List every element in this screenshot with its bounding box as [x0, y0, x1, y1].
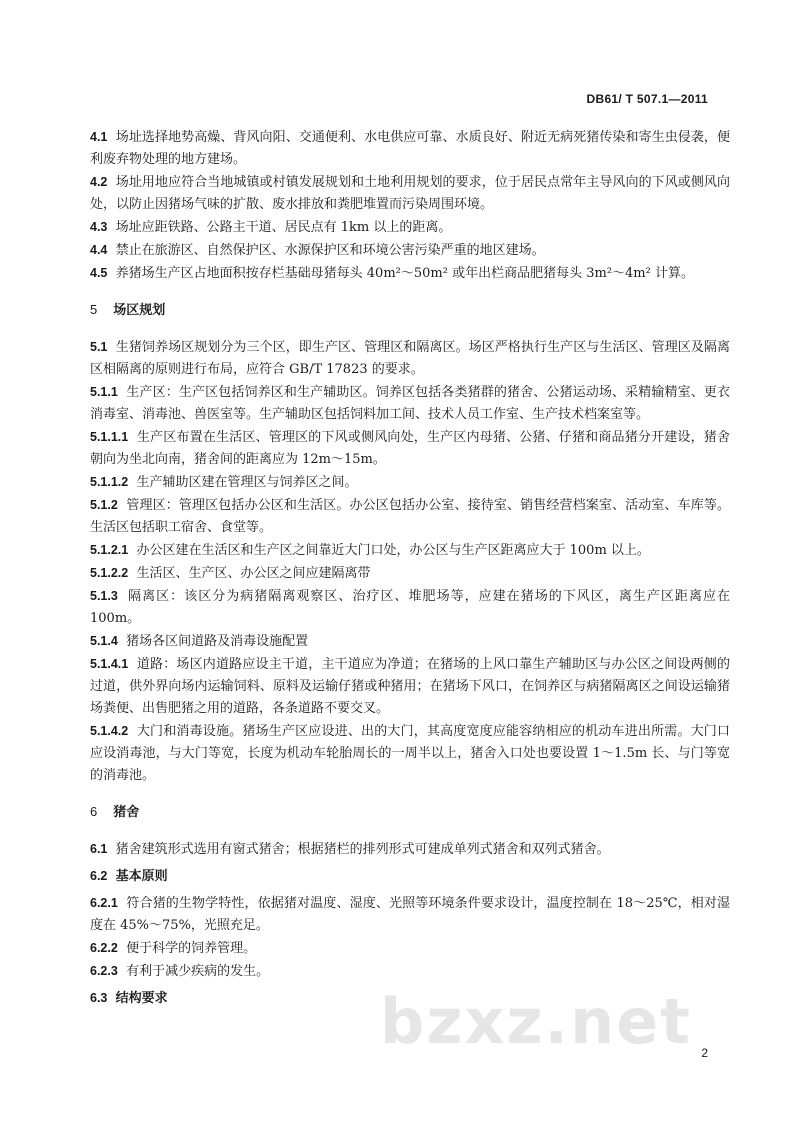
page-number: 2	[701, 1046, 708, 1060]
section-heading-5	[90, 299, 730, 322]
clause-5-1-1-2	[90, 471, 730, 494]
clause-number: 4.3	[90, 220, 108, 234]
standard-code: DB61/ T 507.1—2011	[586, 92, 708, 106]
clause-text: 道路：场区内道路应设主干道，主干道应为净道；在猪场的上风口靠生产辅助区与办公区之间设两侧的过道，供外界向场内运输饲料、原料及运输仔猪或种猪用；在猪场下风口，在饲养区与病猪隔离区之间设运输猪场粪便、出售肥猪之用的道路，各条道路不要交叉。	[90, 657, 730, 716]
clause-text: 生活区、生产区、办公区之间应建隔离带	[136, 566, 371, 581]
clause-4-5	[90, 262, 730, 285]
clause-number: 6.2.3	[90, 964, 118, 978]
clause-text: 猪场各区间道路及消毒设施配置	[126, 634, 309, 649]
clause-text: 便于科学的饲养管理。	[126, 941, 257, 956]
clause-5-1	[90, 336, 730, 381]
clause-6-2-3	[90, 960, 730, 983]
clause-text: 管理区：管理区包括办公区和生活区。办公区包括办公室、接待室、销售经营档案室、活动室、车库等。生活区包括职工宿舍、食堂等。	[90, 498, 730, 535]
clause-text: 办公区建在生活区和生产区之间靠近大门口处，办公区与生产区距离应大于 100m 以上。	[136, 543, 650, 558]
clause-number: 5.1.2	[90, 498, 118, 512]
clause-4-4	[90, 239, 730, 262]
clause-6-2-2	[90, 937, 730, 960]
clause-text: 场址用地应符合当地城镇或村镇发展规划和土地利用规划的要求，位于居民点常年主导风向的下风或侧风向处，以防止因猪场气味的扩散、废水排放和粪肥堆置而污染周围环境。	[90, 175, 730, 212]
clause-number: 4.2	[90, 175, 108, 189]
subheading-title: 基本原则	[115, 869, 168, 884]
clause-text: 符合猪的生物学特性，依据猪对温度、湿度、光照等环境条件要求设计，温度控制在 18～25℃，相对湿度在 45%～75%，光照充足。	[90, 896, 730, 933]
clause-5-1-4	[90, 630, 730, 653]
section-title: 场区规划	[113, 303, 166, 318]
clause-number: 6.3	[90, 991, 108, 1005]
section-number: 5	[90, 302, 98, 317]
clause-number: 5.1.1	[90, 385, 118, 399]
clause-text: 大门和消毒设施。猪场生产区应设进、出的大门，其高度宽度应能容纳相应的机动车进出所需。大门口应设消毒池，与大门等宽，长度为机动车轮胎周长的一周半以上，猪舍入口处也要设置 1～1.5m 长、与门等宽的消毒池。	[90, 724, 730, 783]
clause-5-1-4-2	[90, 720, 730, 787]
clause-number: 5.1	[90, 340, 108, 354]
clause-text: 禁止在旅游区、自然保护区、水源保护区和环境公害污染严重的地区建场。	[115, 243, 545, 258]
clause-number: 5.1.1.1	[90, 430, 129, 444]
clause-text: 有利于减少疾病的发生。	[126, 964, 270, 979]
clause-number: 5.1.3	[90, 589, 118, 603]
clause-number: 5.1.4.1	[90, 657, 129, 671]
watermark: bzxz.net	[380, 985, 692, 1058]
section-title: 猪舍	[113, 805, 140, 820]
clause-5-1-4-1	[90, 653, 730, 720]
clause-text: 生产辅助区建在管理区与饲养区之间。	[136, 475, 358, 490]
clause-text: 生猪饲养场区规划分为三个区，即生产区、管理区和隔离区。场区严格执行生产区与生活区、管理区及隔离区相隔离的原则进行布局，应符合 GB/T 17823 的要求。	[90, 340, 730, 377]
section-number: 6	[90, 804, 98, 819]
clause-text: 场址选择地势高燥、背风向阳、交通便利、水电供应可靠、水质良好、附近无病死猪传染和寄生虫侵袭，便利废弃物处理的地方建场。	[90, 130, 730, 167]
clause-text: 猪舍建筑形式选用有窗式猪舍；根据猪栏的排列形式可建成单列式猪舍和双列式猪舍。	[115, 842, 610, 857]
clause-number: 5.1.2.2	[90, 566, 129, 580]
clause-5-1-1	[90, 381, 730, 426]
clause-5-1-2-1	[90, 539, 730, 562]
clause-number: 5.1.1.2	[90, 475, 129, 489]
clause-5-1-2-2	[90, 562, 730, 585]
section-heading-6	[90, 801, 730, 824]
clause-number: 4.4	[90, 243, 108, 257]
clause-text: 生产区：生产区包括饲养区和生产辅助区。饲养区包括各类猪群的猪舍、公猪运动场、采精输精室、更衣消毒室、消毒池、兽医室等。生产辅助区包括饲料加工间、技术人员工作室、生产技术档案室等。	[90, 385, 730, 422]
clause-number: 6.2.1	[90, 896, 118, 910]
subheading-title: 结构要求	[115, 991, 168, 1006]
clause-6-1	[90, 838, 730, 861]
clause-5-1-2	[90, 494, 730, 539]
clause-text: 养猪场生产区占地面积按存栏基础母猪每头 40m²～50m² 或年出栏商品肥猪每头 3m²～4m² 计算。	[115, 266, 694, 281]
clause-6-2-1	[90, 892, 730, 937]
clause-text: 场址应距铁路、公路主干道、居民点有 1km 以上的距离。	[115, 220, 452, 235]
clause-number: 5.1.2.1	[90, 543, 129, 557]
document-body	[90, 126, 730, 1010]
clause-5-1-1-1	[90, 426, 730, 471]
subheading-6-2	[90, 865, 730, 888]
clause-number: 6.2	[90, 869, 108, 883]
clause-number: 4.5	[90, 266, 108, 280]
clause-text: 隔离区：该区分为病猪隔离观察区、治疗区、堆肥场等，应建在猪场的下风区，离生产区距离应在 100m。	[90, 589, 730, 626]
clause-number: 4.1	[90, 130, 108, 144]
clause-4-1	[90, 126, 730, 171]
clause-5-1-3	[90, 585, 730, 630]
clause-number: 5.1.4	[90, 634, 118, 648]
clause-number: 6.2.2	[90, 941, 118, 955]
clause-4-3	[90, 216, 730, 239]
clause-number: 5.1.4.2	[90, 724, 129, 738]
clause-text: 生产区布置在生活区、管理区的下风或侧风向处，生产区内母猪、公猪、仔猪和商品猪分开建设，猪舍朝向为坐北向南，猪舍间的距离应为 12m～15m。	[90, 430, 730, 467]
clause-number: 6.1	[90, 842, 108, 856]
clause-4-2	[90, 171, 730, 216]
